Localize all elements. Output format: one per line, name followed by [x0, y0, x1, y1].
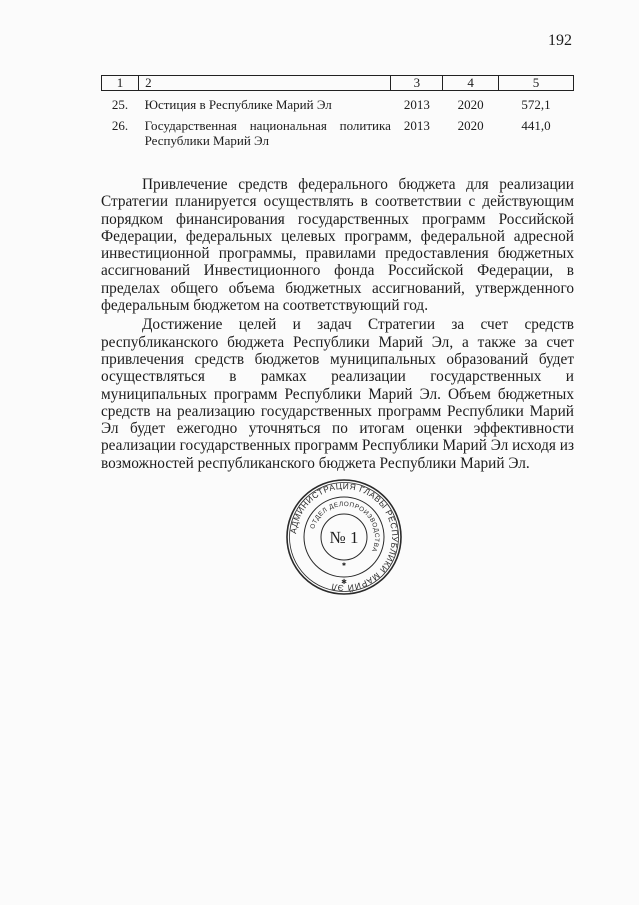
stamp-number: № 1 — [329, 528, 359, 547]
column-header: 3 — [391, 76, 443, 91]
official-stamp — [285, 478, 403, 596]
column-header: 2 — [139, 76, 391, 91]
end-year: 2020 — [457, 118, 484, 133]
column-header: 4 — [443, 76, 499, 91]
amount: 441,0 — [521, 118, 551, 133]
star-icon: ✱ — [341, 563, 347, 568]
budget-table — [101, 75, 574, 148]
start-year: 2013 — [403, 118, 430, 133]
start-year: 2013 — [403, 97, 430, 112]
page-number: 192 — [548, 32, 572, 49]
star-icon: ✱ — [341, 578, 347, 586]
stamp-inner-text: ОТДЕЛ ДЕЛОПРОИЗВОДСТВА — [309, 500, 381, 554]
body-text — [101, 176, 574, 474]
row-number: 26. — [111, 118, 129, 133]
program-name: Юстиция в Республике Марий Эл — [144, 97, 332, 112]
column-header: 5 — [498, 76, 573, 91]
table-row — [102, 91, 574, 113]
stamp-outer-text: АДМИНИСТРАЦИЯ ГЛАВЫ РЕСПУБЛИКИ МАРИЙ ЭЛ — [288, 480, 401, 594]
paragraph: Достижение целей и задач Стратегии за счет средств республиканского бюджета Республики Марий Эл, а также за счет привлечения средств бюджетов муниципальных образований будет осуществляться в рамках реализации государственных и муниципальных программ Республики Марий Эл. Объем бюджетных средств на реализацию государственных программ Республики Марий Эл будет ежегодно уточняться по итогам оценки эффективности реализации государственных программ Республики Марий Эл исходя из возможностей республиканского бюджета Республики Марий Эл. — [101, 316, 574, 472]
paragraph: Привлечение средств федерального бюджета для реализации Стратегии планируется осуществлять в соответствии с действующим порядком финансирования государственных программ Российской Федерации, федеральных целевых программ, федеральной адресной инвестиционной программы, правилами предоставления бюджетных ассигнований Инвестиционного фонда Российской Федерации, в пределах общего объема бюджетных ассигнований, утвержденного федеральным бюджетом на соответствующий год. — [101, 176, 574, 315]
program-name: Государственная национальная политика Республики Марий Эл — [144, 118, 391, 148]
table-row — [102, 112, 574, 148]
row-number: 25. — [111, 97, 129, 112]
column-header: 1 — [102, 76, 139, 91]
end-year: 2020 — [457, 97, 484, 112]
table-header-row — [102, 76, 574, 91]
amount: 572,1 — [521, 97, 551, 112]
